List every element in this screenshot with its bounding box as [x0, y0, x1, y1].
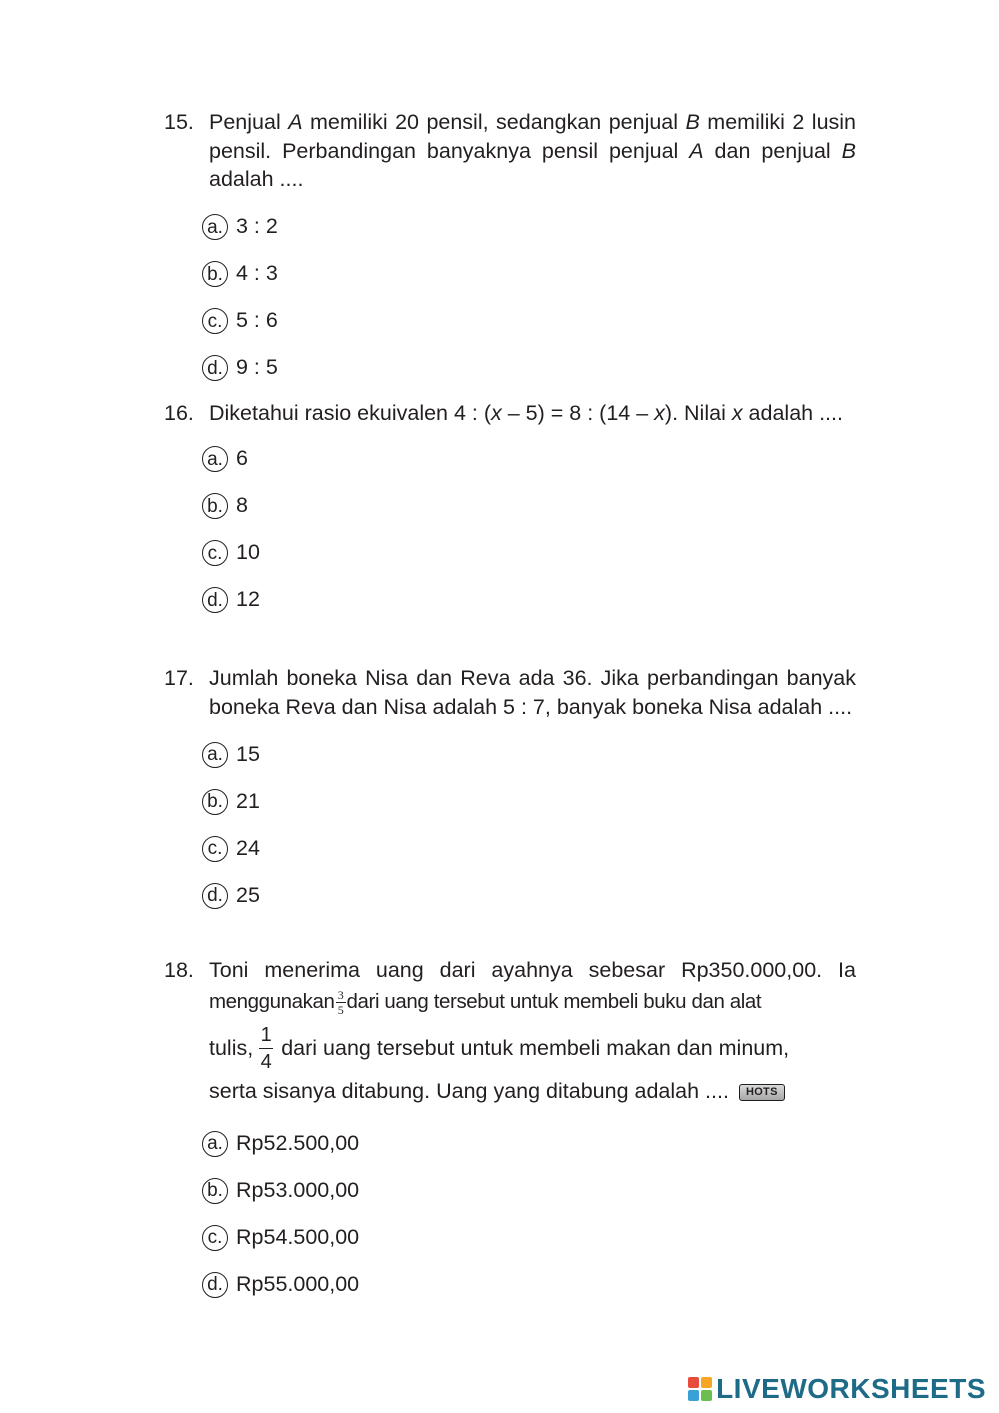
- logo-square-2: [701, 1377, 712, 1388]
- question-text: Toni menerima uang dari ayahnya sebesar Rp350.000,00. Ia: [209, 958, 856, 982]
- option-c[interactable]: [202, 1214, 856, 1261]
- brand-name: LIVEWORKSHEETS: [716, 1373, 986, 1404]
- option-letter[interactable]: b.: [202, 789, 228, 815]
- option-d[interactable]: [202, 577, 856, 624]
- option-b[interactable]: [202, 778, 856, 825]
- option-a[interactable]: [202, 204, 856, 251]
- option-letter[interactable]: d.: [202, 883, 228, 909]
- question-text: tulis,: [209, 1035, 254, 1060]
- option-letter[interactable]: a.: [202, 446, 228, 472]
- option-text: 12: [236, 587, 260, 612]
- option-text: 25: [236, 882, 260, 907]
- option-text: 6: [236, 446, 248, 471]
- option-letter[interactable]: b.: [202, 493, 228, 519]
- logo-square-4: [701, 1390, 712, 1401]
- option-b[interactable]: [202, 483, 856, 530]
- options-list: [164, 731, 856, 919]
- logo-square-3: [688, 1390, 699, 1401]
- option-d[interactable]: [202, 1261, 856, 1308]
- question-17: [164, 664, 856, 919]
- question-18: [164, 956, 856, 1308]
- question-15: [164, 108, 856, 392]
- option-text: 8: [236, 493, 248, 518]
- question-text: dari uang tersebut untuk membeli buku dan alat: [346, 990, 762, 1013]
- question-text: dari uang tersebut untuk membeli makan dan minum,: [281, 1035, 790, 1060]
- option-text: 5 : 6: [236, 308, 278, 333]
- question-text: Diketahui rasio ekuivalen 4 : (x – 5) = 8 : (14 – x). Nilai x adalah ....: [209, 401, 843, 425]
- liveworksheets-logo: [688, 1373, 986, 1405]
- question-18-line-2: [164, 984, 856, 1020]
- question-number: 18.: [164, 958, 194, 982]
- option-c[interactable]: [202, 298, 856, 345]
- option-letter[interactable]: a.: [202, 742, 228, 768]
- option-letter[interactable]: c.: [202, 836, 228, 862]
- question-text: menggunakan: [209, 990, 335, 1013]
- option-d[interactable]: [202, 872, 856, 919]
- option-c[interactable]: [202, 530, 856, 577]
- option-text: 10: [236, 540, 260, 565]
- question-number: 15.: [164, 110, 194, 134]
- option-letter[interactable]: b.: [202, 1178, 228, 1204]
- question-15-stem: [164, 108, 856, 194]
- options-list: [164, 204, 856, 392]
- question-17-stem: [164, 664, 856, 721]
- question-number: 17.: [164, 666, 194, 690]
- question-18-line-1: [164, 956, 856, 984]
- question-text: Penjual A memiliki 20 pensil, sedangkan penjual B memiliki 2 lusin pensil. Perbandingan banyaknya pensil penjual A dan penjual B adalah ....: [209, 110, 857, 191]
- option-a[interactable]: [202, 1120, 856, 1167]
- option-text: 21: [236, 788, 260, 813]
- option-d[interactable]: [202, 345, 856, 392]
- liveworksheets-logo-icon: [688, 1377, 712, 1401]
- option-letter[interactable]: d.: [202, 355, 228, 381]
- option-text: Rp54.500,00: [236, 1224, 360, 1249]
- option-letter[interactable]: b.: [202, 261, 228, 287]
- options-list: [164, 1120, 856, 1308]
- option-a[interactable]: [202, 731, 856, 778]
- option-text: 4 : 3: [236, 261, 278, 286]
- option-text: 9 : 5: [236, 355, 278, 380]
- logo-square-1: [688, 1377, 699, 1388]
- question-text: serta sisanya ditabung. Uang yang ditabung adalah ....: [209, 1079, 729, 1103]
- option-text: Rp53.000,00: [236, 1177, 360, 1202]
- option-b[interactable]: [202, 1167, 856, 1214]
- option-b[interactable]: [202, 251, 856, 298]
- option-a[interactable]: [202, 436, 856, 483]
- question-16-stem: [164, 399, 856, 428]
- option-letter[interactable]: c.: [202, 1225, 228, 1251]
- option-letter[interactable]: a.: [202, 1131, 228, 1157]
- option-letter[interactable]: c.: [202, 308, 228, 334]
- question-16: [164, 399, 856, 624]
- option-letter[interactable]: d.: [202, 587, 228, 613]
- options-list: [164, 436, 856, 624]
- option-letter[interactable]: a.: [202, 214, 228, 240]
- question-number: 16.: [164, 401, 194, 425]
- option-letter[interactable]: c.: [202, 540, 228, 566]
- option-text: Rp55.000,00: [236, 1271, 360, 1296]
- option-text: Rp52.500,00: [236, 1130, 360, 1155]
- option-text: 15: [236, 741, 260, 766]
- question-18-line-3: [164, 1020, 856, 1076]
- option-c[interactable]: [202, 825, 856, 872]
- question-text: Jumlah boneka Nisa dan Reva ada 36. Jika perbandingan banyak boneka Reva dan Nisa adalah 5 : 7, banyak boneka Nisa adalah ....: [209, 666, 856, 719]
- option-text: 24: [236, 835, 260, 860]
- option-text: 3 : 2: [236, 214, 278, 239]
- fraction-one-quarter: $\frac{1}{4}$: [260, 1023, 272, 1073]
- option-letter[interactable]: d.: [202, 1272, 228, 1298]
- question-18-line-4: [164, 1076, 856, 1106]
- hots-badge: HOTS: [739, 1084, 785, 1101]
- fraction-three-fifths: $\frac{3}{5}$: [336, 989, 346, 1016]
